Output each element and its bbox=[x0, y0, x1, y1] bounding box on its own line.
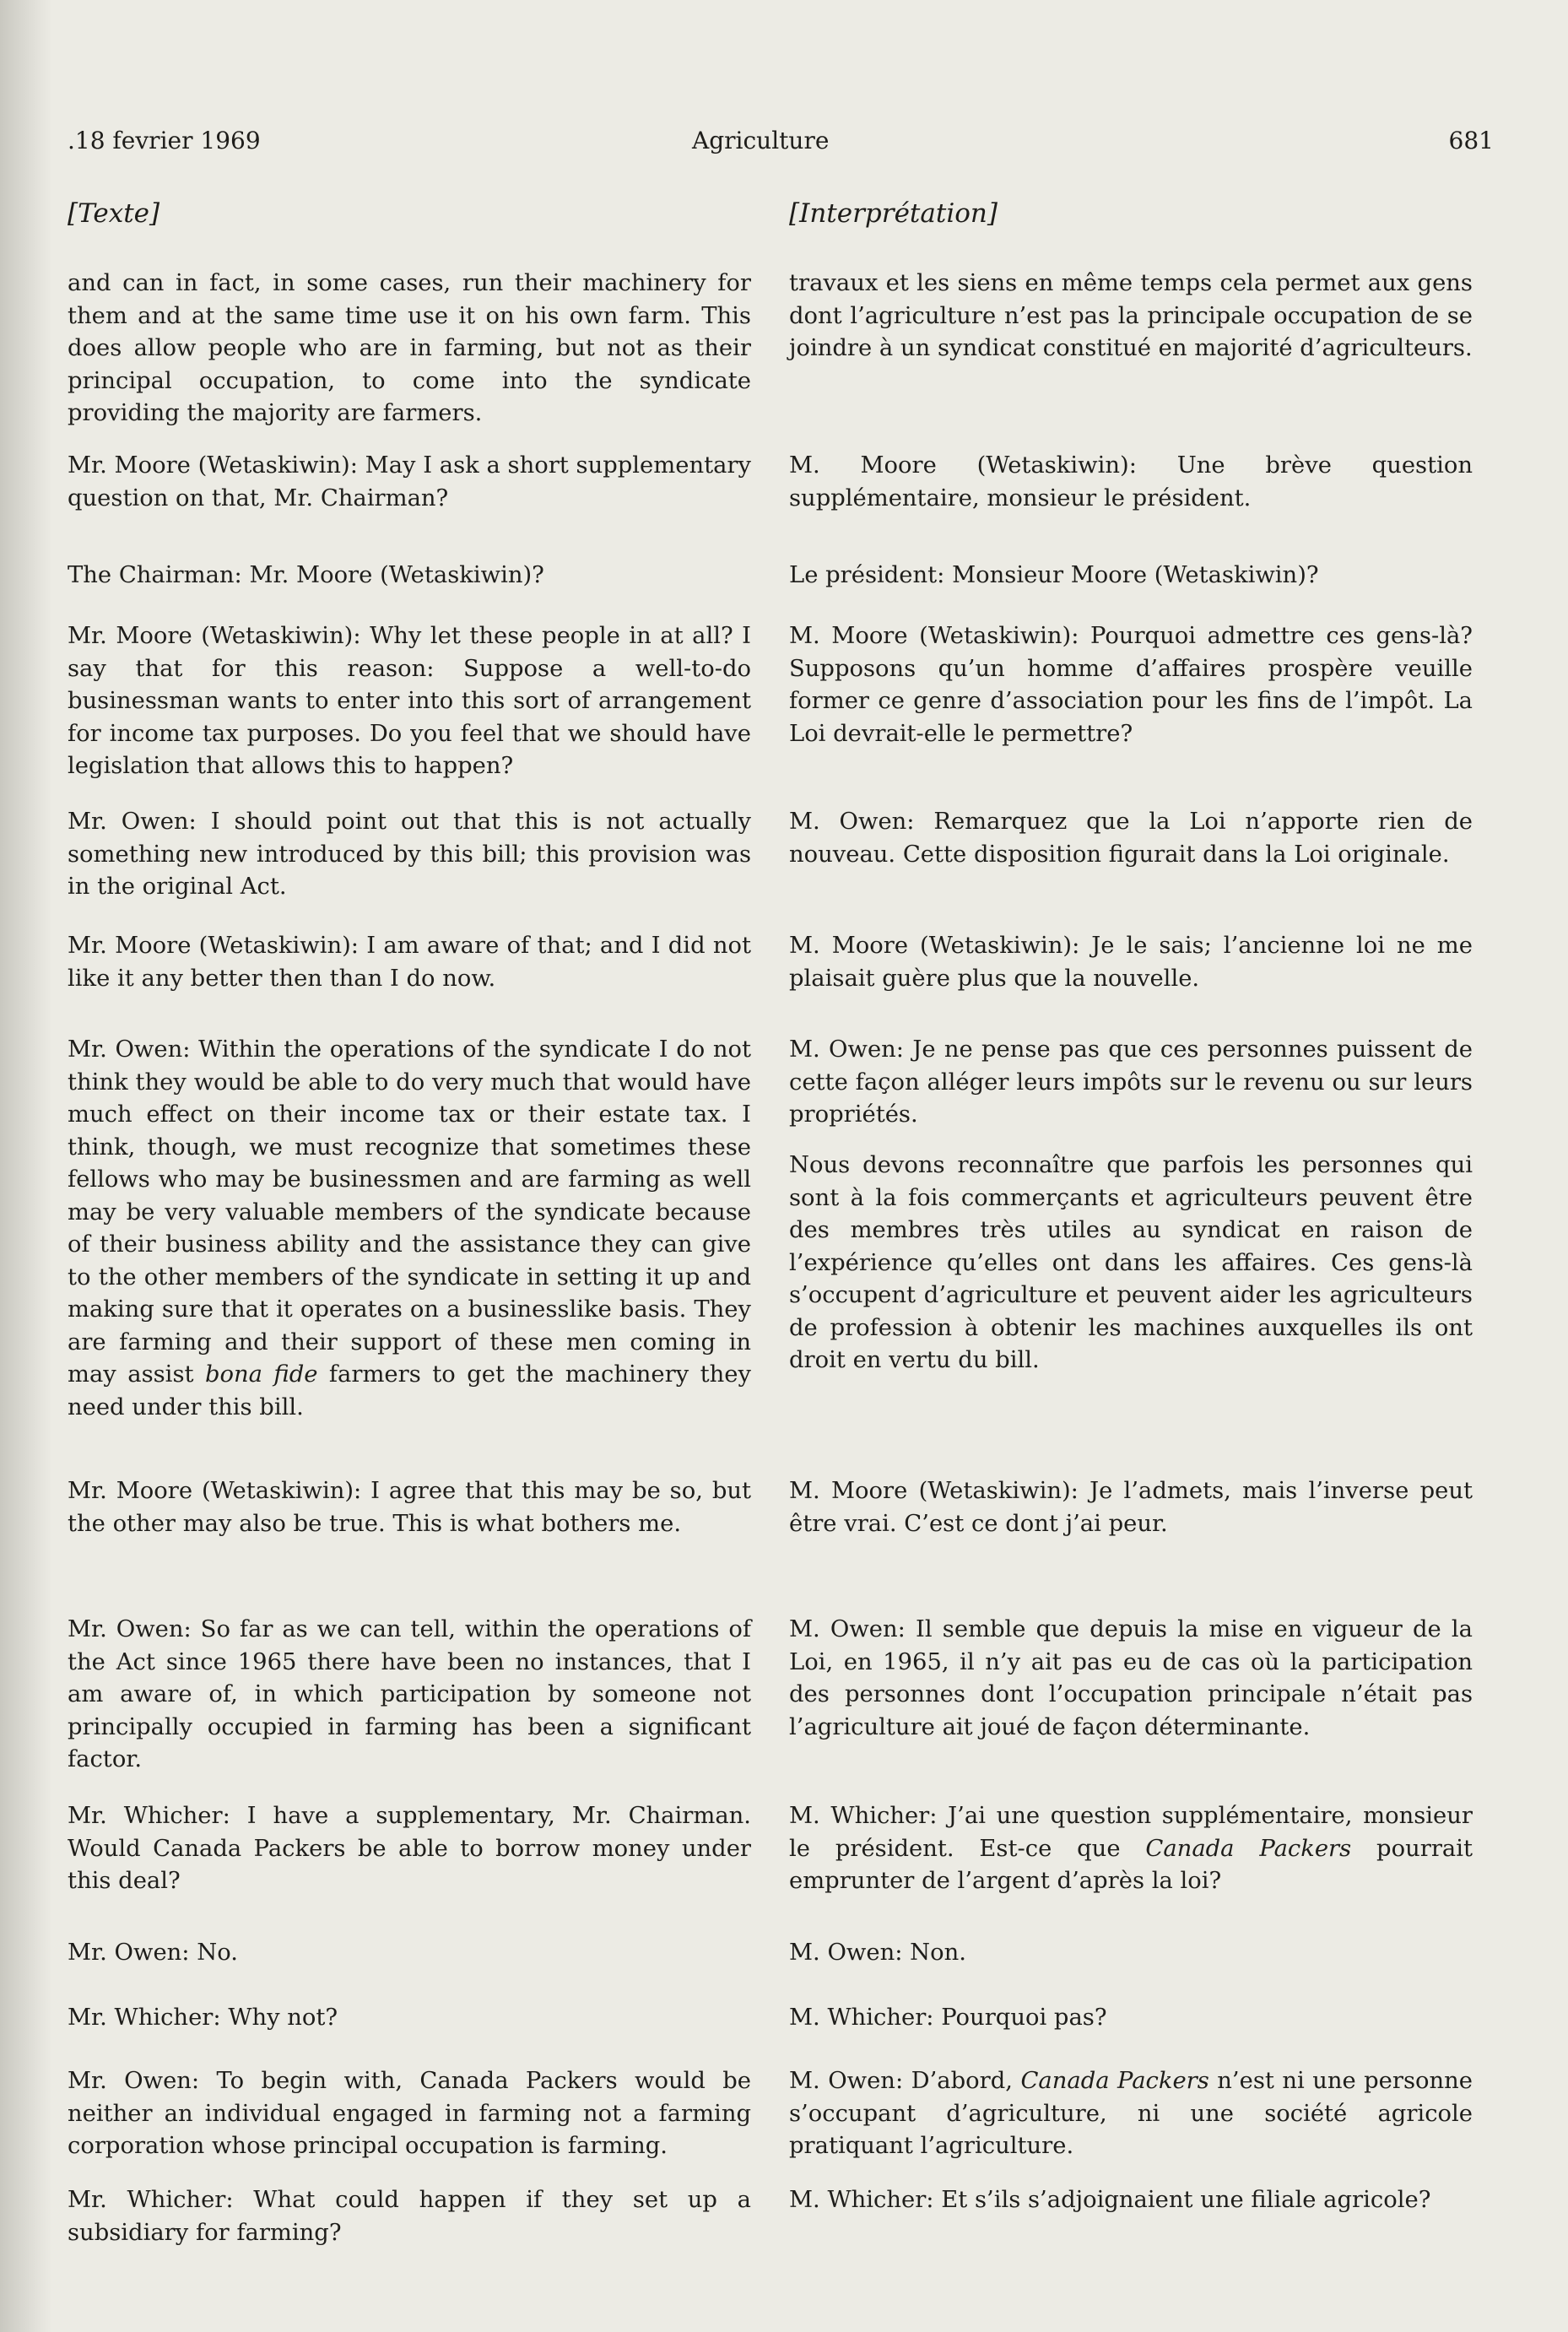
paragraph-text: Why let these people in at all? I say that for this reason: Suppose a well-to-do businessman wants to enter into this sort of arrangement for income tax purposes. Do you feel that we should have legislation that allows this to happen? bbox=[68, 623, 752, 779]
book-binding-shadow bbox=[0, 0, 52, 2332]
header-date: .18 fevrier 1969 bbox=[68, 127, 261, 154]
paragraph bbox=[68, 806, 751, 904]
paragraph-text: Je le sais; l’ancienne loi ne me plaisait guère plus que la nouvelle. bbox=[789, 933, 1473, 992]
paragraph-text: So far as we can tell, within the operations of the Act since 1965 there have been no instances, that I am aware of, in which participation by someone not principally occupied in farming has been a significant factor. bbox=[68, 1616, 751, 1772]
paragraph bbox=[789, 930, 1473, 995]
paragraph-text-tail: pourrait emprunter de l’argent d’après la loi? bbox=[789, 1835, 1473, 1894]
speaker-name: Mr. Whicher: bbox=[68, 2187, 234, 2213]
paragraph bbox=[789, 2002, 1473, 2035]
paragraph-text-tail: n’est ni une personne s’occupant d’agriculture, ni une société agricole pratiquant l’agriculture. bbox=[789, 2068, 1473, 2159]
paragraph bbox=[789, 2184, 1473, 2217]
speaker-name: Mr. Whicher: bbox=[68, 2005, 221, 2031]
paragraph bbox=[789, 1150, 1473, 1377]
paragraph-text: Pourquoi pas? bbox=[933, 2005, 1107, 2031]
paragraph bbox=[789, 2065, 1473, 2163]
paragraph bbox=[789, 620, 1473, 750]
speaker-name: Mr. Owen: bbox=[68, 809, 197, 835]
speaker-name: M. Moore (Wetaskiwin): bbox=[789, 452, 1137, 479]
french-column-label: [Interprétation] bbox=[789, 198, 998, 229]
paragraph-text: No. bbox=[189, 1940, 238, 1966]
paragraph-text: Within the operations of the syndicate I do not think they would be able to do very much that would have much effect on their income tax or their estate tax. I think, though, we must recognize that sometimes these fellows who may be businessmen and are farming as well may be very valuable members of the syndicate because of their business ability and the assistance they can give to the other members of the syndicate in setting it up and making sure that it operates on a businesslike basis. They are farming and their support of these men coming in may assist bbox=[68, 1036, 751, 1388]
paragraph-text: I agree that this may be so, but the other may also be true. This is what bothers me. bbox=[68, 1478, 751, 1537]
emphasized-text: bona fide bbox=[204, 1361, 318, 1388]
paragraph-text: May I ask a short supplementary question on that, Mr. Chairman? bbox=[68, 452, 751, 511]
paragraph bbox=[68, 1800, 751, 1898]
paragraph bbox=[789, 806, 1473, 871]
paragraph bbox=[789, 1800, 1473, 1898]
speaker-name: M. Whicher: bbox=[789, 1803, 938, 1829]
paragraph bbox=[68, 1034, 751, 1424]
paragraph-text: J’ai une question supplémentaire, monsieur le président. Est-ce que bbox=[789, 1803, 1473, 1862]
paragraph-text: To begin with, Canada Packers would be neither an individual engaged in farming not a farming corporation whose principal occupation is farming. bbox=[68, 2068, 751, 2159]
english-column bbox=[68, 198, 752, 2246]
paragraph-text: Je l’admets, mais l’inverse peut être vrai. C’est ce dont j’ai peur. bbox=[789, 1478, 1473, 1537]
paragraph bbox=[68, 620, 751, 783]
paragraph bbox=[68, 2002, 751, 2035]
paragraph bbox=[789, 560, 1473, 592]
speaker-name: M. Moore (Wetaskiwin): bbox=[789, 933, 1080, 959]
paragraph-text: Une brève question supplémentaire, monsieur le président. bbox=[789, 452, 1473, 511]
paragraph bbox=[789, 1937, 1473, 1970]
paragraph bbox=[68, 930, 751, 995]
english-column-label: [Texte] bbox=[68, 198, 160, 229]
emphasized-text: Canada Packers bbox=[1145, 1835, 1352, 1862]
speaker-name: M. Owen: bbox=[789, 2068, 904, 2094]
speaker-name: Mr. Owen: bbox=[68, 2068, 200, 2094]
speaker-name: M. Owen: bbox=[789, 1940, 903, 1966]
paragraph-text: What could happen if they set up a subsidiary for farming? bbox=[68, 2187, 751, 2246]
paragraph-text: Remarquez que la Loi n’apporte rien de nouveau. Cette disposition figurait dans la Loi originale. bbox=[789, 809, 1473, 868]
paragraph bbox=[68, 450, 751, 515]
speaker-name: Mr. Owen: bbox=[68, 1940, 190, 1966]
paragraph bbox=[789, 1475, 1473, 1540]
speaker-name: M. Owen: bbox=[789, 1036, 905, 1063]
paragraph bbox=[68, 1614, 751, 1777]
speaker-name: Mr. Whicher: bbox=[68, 1803, 230, 1829]
speaker-name: Mr. Moore (Wetaskiwin): bbox=[68, 452, 358, 479]
paragraph-text: I am aware of that; and I did not like it any better then than I do now. bbox=[68, 933, 751, 992]
paragraph-text: Pourquoi admettre ces gens-là? Supposons qu’un homme d’affaires prospère veuille former ce genre d’association pour les fins de l’impôt. La Loi devrait-elle le permettre? bbox=[789, 623, 1473, 747]
speaker-name: Mr. Moore (Wetaskiwin): bbox=[68, 933, 360, 959]
speaker-name: M. Owen: bbox=[789, 809, 915, 835]
speaker-name: Le président: bbox=[789, 562, 945, 588]
speaker-name: Mr. Moore (Wetaskiwin): bbox=[68, 1478, 362, 1504]
paragraph bbox=[789, 268, 1473, 365]
speaker-name: M. Whicher: bbox=[789, 2187, 934, 2213]
paragraph-text: Je ne pense pas que ces personnes puissent de cette façon alléger leurs impôts sur le revenu ou sur leurs propriétés. bbox=[789, 1036, 1473, 1128]
paragraph bbox=[68, 1475, 751, 1540]
speaker-name: M. Moore (Wetaskiwin): bbox=[789, 1478, 1079, 1504]
speaker-name: Mr. Moore (Wetaskiwin): bbox=[68, 623, 361, 649]
paragraph bbox=[68, 2184, 751, 2249]
paragraph-text: Monsieur Moore (Wetaskiwin)? bbox=[944, 562, 1319, 588]
paragraph-text: and can in fact, in some cases, run their machinery for them and at the same time use it on his own farm. This does allow people who are in farming, but not as their principal occupation, to come into the syndicate providing the majority are farmers. bbox=[68, 270, 751, 426]
page-header bbox=[68, 127, 1494, 169]
speaker-name: M. Whicher: bbox=[789, 2005, 934, 2031]
paragraph-text: Non. bbox=[902, 1940, 966, 1966]
paragraph bbox=[68, 268, 751, 430]
paragraph-text: I should point out that this is not actually something new introduced by this bill; this provision was in the original Act. bbox=[68, 809, 751, 900]
document-page bbox=[68, 127, 1494, 2287]
paragraph-text: travaux et les siens en même temps cela permet aux gens dont l’agriculture n’est pas la principale occupation de se joindre à un syndicat constitué en majorité d’agriculteurs. bbox=[789, 270, 1473, 361]
speaker-name: Mr. Owen: bbox=[68, 1616, 192, 1642]
paragraph bbox=[789, 450, 1473, 515]
paragraph bbox=[789, 1034, 1473, 1132]
paragraph-text: Mr. Moore (Wetaskiwin)? bbox=[241, 562, 544, 588]
paragraph bbox=[68, 1937, 751, 1970]
paragraph-text: Nous devons reconnaître que parfois les personnes qui sont à la fois commerçants et agriculteurs peuvent être des membres très utiles au syndicat en raison de l’expérience qu’elles ont dans les affaires. Ces gens-là s’occupent d’agriculture et peuvent aider les agriculteurs de profession à obtenir les machines auxquelles ils ont droit en vertu du bill. bbox=[789, 1152, 1473, 1373]
emphasized-text: Canada Packers bbox=[1020, 2068, 1209, 2094]
page-number: 681 bbox=[1448, 127, 1494, 154]
header-title: Agriculture bbox=[692, 127, 830, 154]
speaker-name: The Chairman: bbox=[68, 562, 242, 588]
paragraph bbox=[789, 1614, 1473, 1744]
paragraph-text: Il semble que depuis la mise en vigueur de la Loi, en 1965, il n’y ait pas eu de cas où la participation des personnes dont l’occupation principale n’était pas l’agriculture ait joué de façon déterminante. bbox=[789, 1616, 1473, 1740]
paragraph-text: I have a supplementary, Mr. Chairman. Would Canada Packers be able to borrow money under this deal? bbox=[68, 1803, 752, 1894]
speaker-name: M. Moore (Wetaskiwin): bbox=[789, 623, 1079, 649]
speaker-name: Mr. Owen: bbox=[68, 1036, 191, 1063]
speaker-name: M. Owen: bbox=[789, 1616, 906, 1642]
paragraph-text: Why not? bbox=[220, 2005, 338, 2031]
paragraph-text: Et s’ils s’adjoignaient une filiale agricole? bbox=[933, 2187, 1431, 2213]
paragraph bbox=[68, 2065, 751, 2163]
paragraph-text: D’abord, bbox=[903, 2068, 1021, 2094]
french-column bbox=[789, 198, 1473, 2213]
paragraph bbox=[68, 560, 751, 592]
paragraph-text-tail: farmers to get the machinery they need under this bill. bbox=[68, 1361, 751, 1420]
